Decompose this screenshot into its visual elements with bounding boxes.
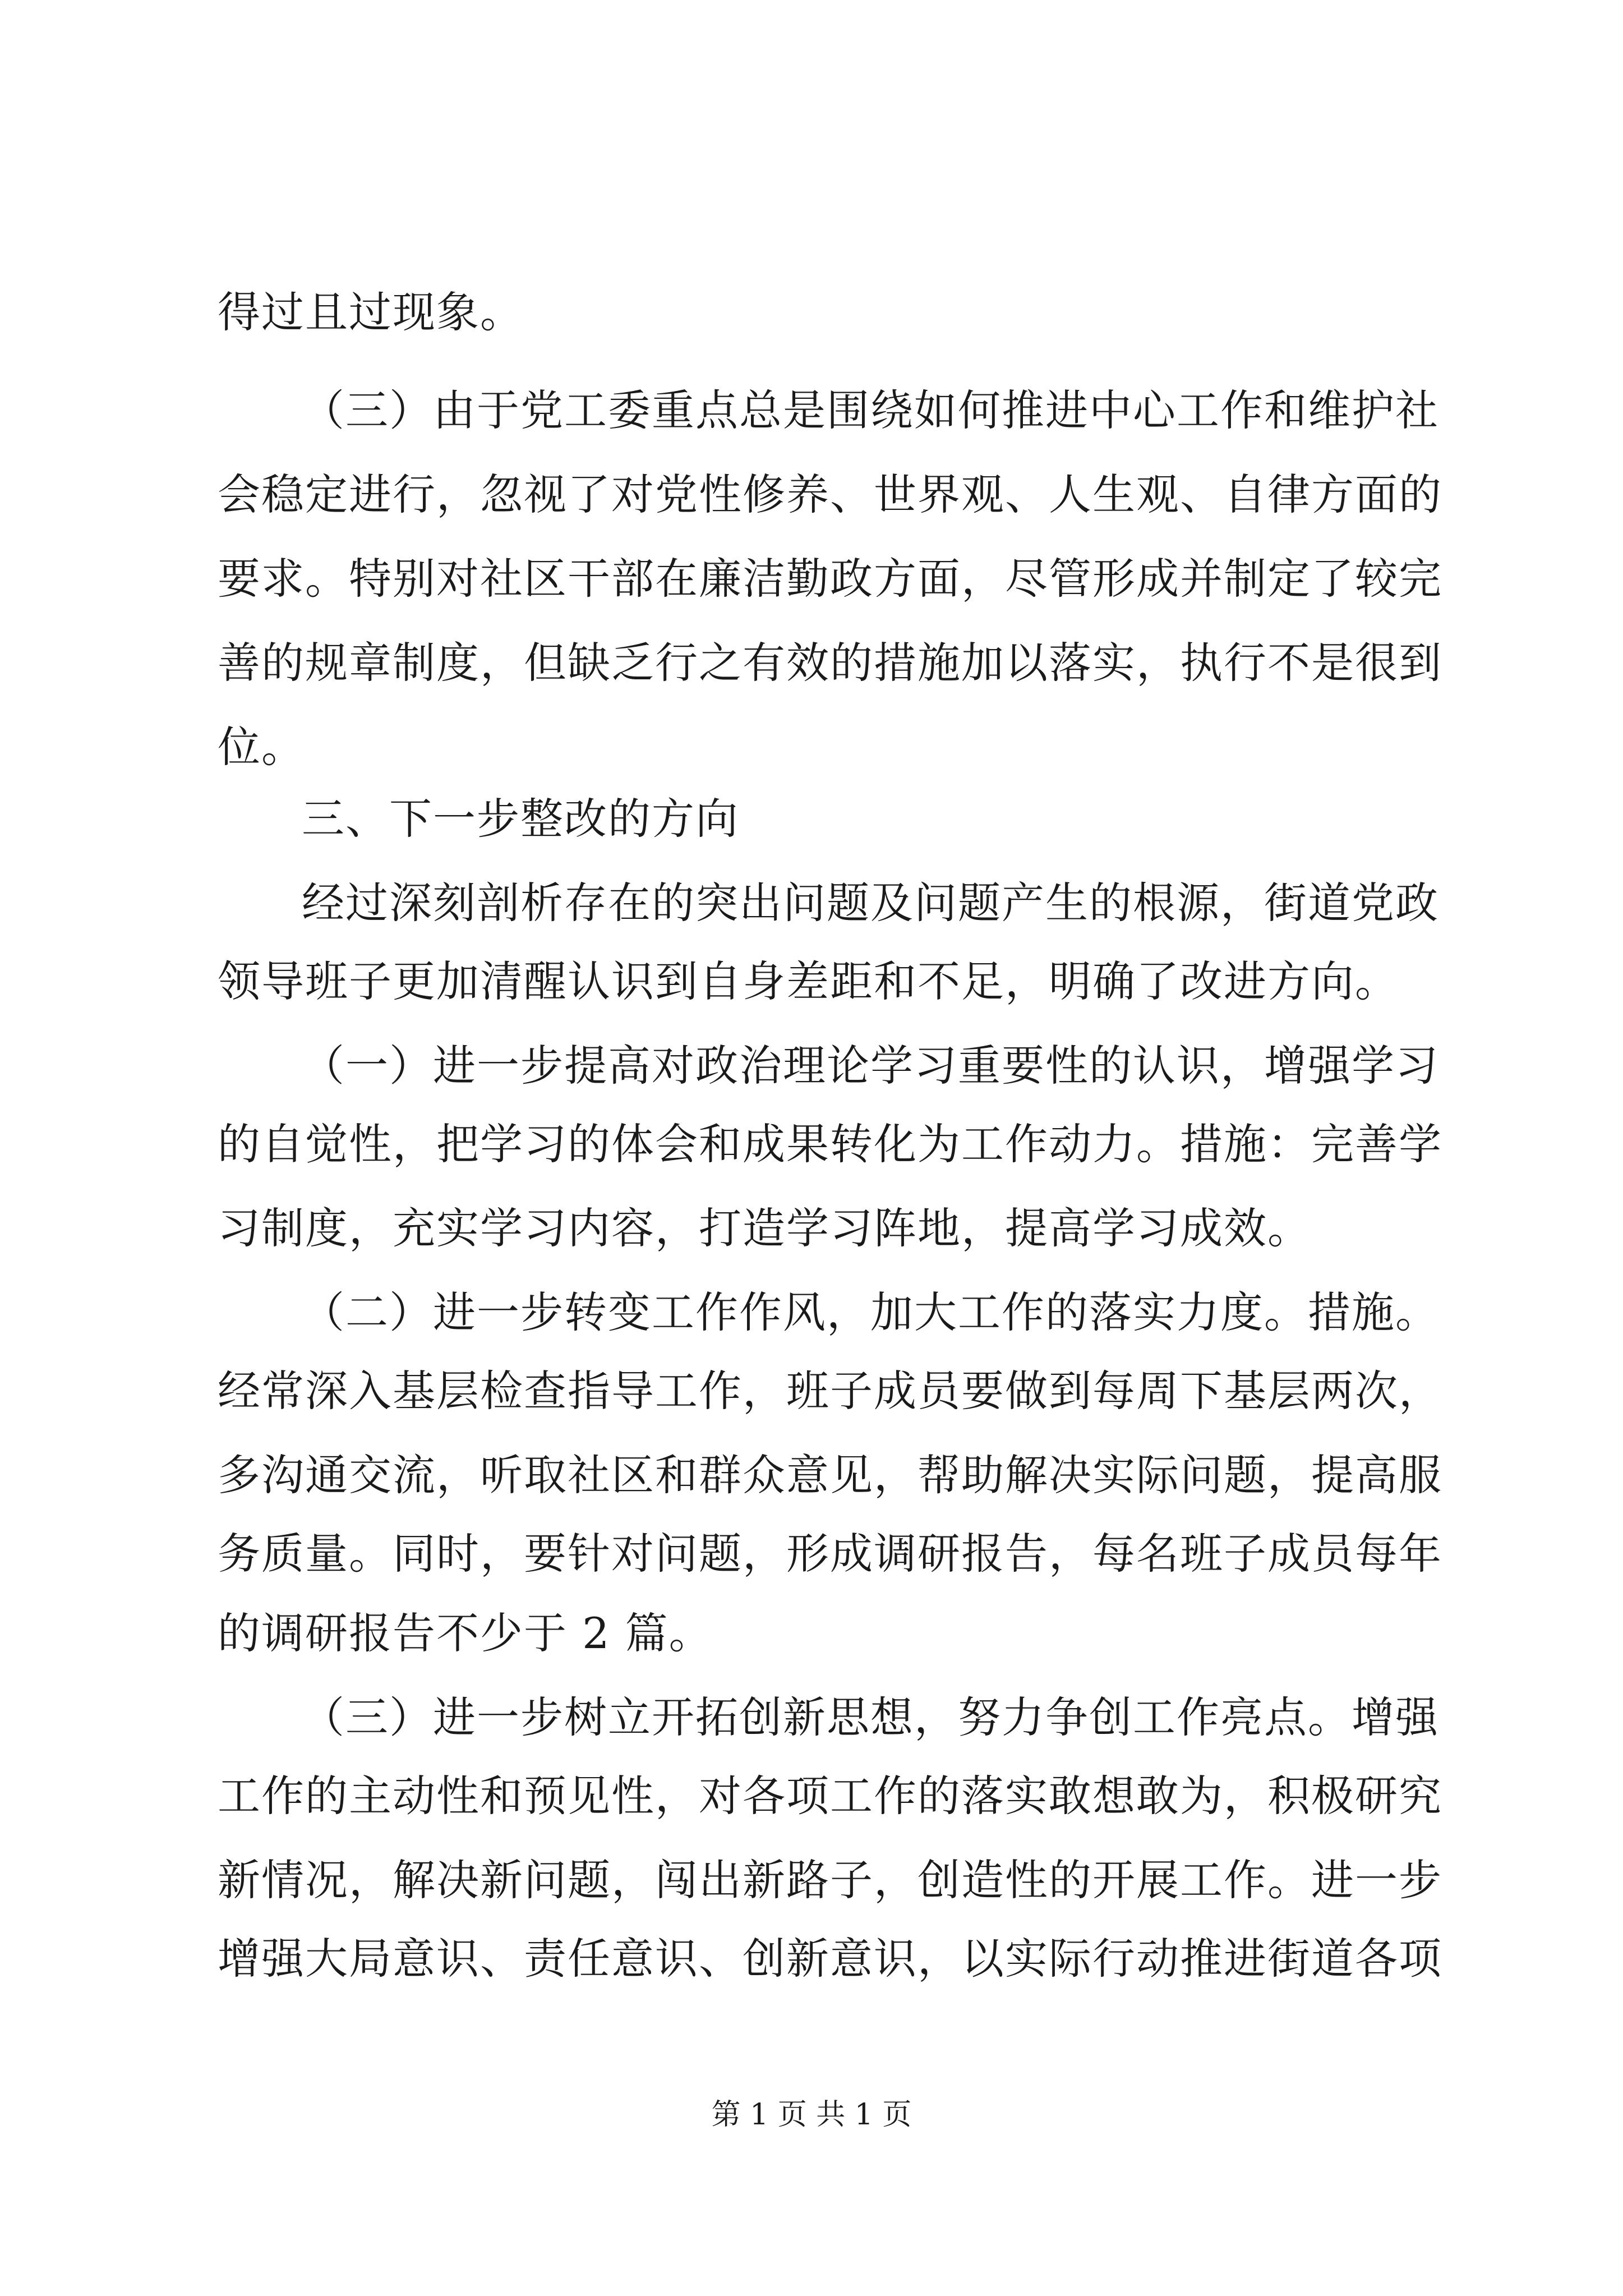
text-line-6: 位。 [218, 722, 305, 772]
text-line-4: 要求。特别对社区干部在廉洁勤政方面，尽管形成并制定了较完 [218, 554, 1442, 604]
section-heading: 三、下一步整改的方向 [302, 794, 739, 844]
text-line-2: （三）由于党工委重点总是围绕如何推进中心工作和维护社 [302, 385, 1439, 435]
text-line-18: （三）进一步树立开拓创新思想，努力争创工作亮点。增强 [302, 1692, 1439, 1742]
text-line-14: 经常深入基层检查指导工作，班子成员要做到每周下基层两次， [218, 1366, 1442, 1416]
text-line-8: 经过深刻剖析存在的突出问题及问题产生的根源，街道党政 [302, 878, 1439, 928]
text-line-12: 习制度，充实学习内容，打造学习阵地，提高学习成效。 [218, 1203, 1311, 1253]
text-line-13: （二）进一步转变工作作风，加大工作的落实力度。措施。 [302, 1287, 1439, 1337]
text-line-15: 多沟通交流，听取社区和群众意见，帮助解决实际问题，提高服 [218, 1450, 1442, 1500]
text-line-10: （一）进一步提高对政治理论学习重要性的认识，增强学习 [302, 1041, 1439, 1091]
text-line-20: 新情况，解决新问题，闯出新路子，创造性的开展工作。进一步 [218, 1855, 1442, 1905]
text-line-19: 工作的主动性和预见性，对各项工作的落实敢想敢为，积极研究 [218, 1771, 1442, 1821]
text-line-11: 的自觉性，把学习的体会和成果转化为工作动力。措施：完善学 [218, 1119, 1442, 1169]
text-line-9: 领导班子更加清醒认识到自身差距和不足，明确了改进方向。 [218, 956, 1399, 1006]
page-number: 第 1 页 共 1 页 [711, 2098, 912, 2132]
text-line-16: 务质量。同时，要针对问题，形成调研报告，每名班子成员每年 [218, 1529, 1442, 1579]
text-line-3: 会稳定进行，忽视了对党性修养、世界观、人生观、自律方面的 [218, 470, 1442, 519]
text-line-1: 得过且过现象。 [218, 287, 524, 337]
text-line-21: 增强大局意识、责任意识、创新意识，以实际行动推进街道各项 [218, 1934, 1442, 1984]
text-line-17: 的调研报告不少于 2 篇。 [218, 1608, 713, 1658]
text-line-5: 善的规章制度，但缺乏行之有效的措施加以落实，执行不是很到 [218, 638, 1442, 688]
